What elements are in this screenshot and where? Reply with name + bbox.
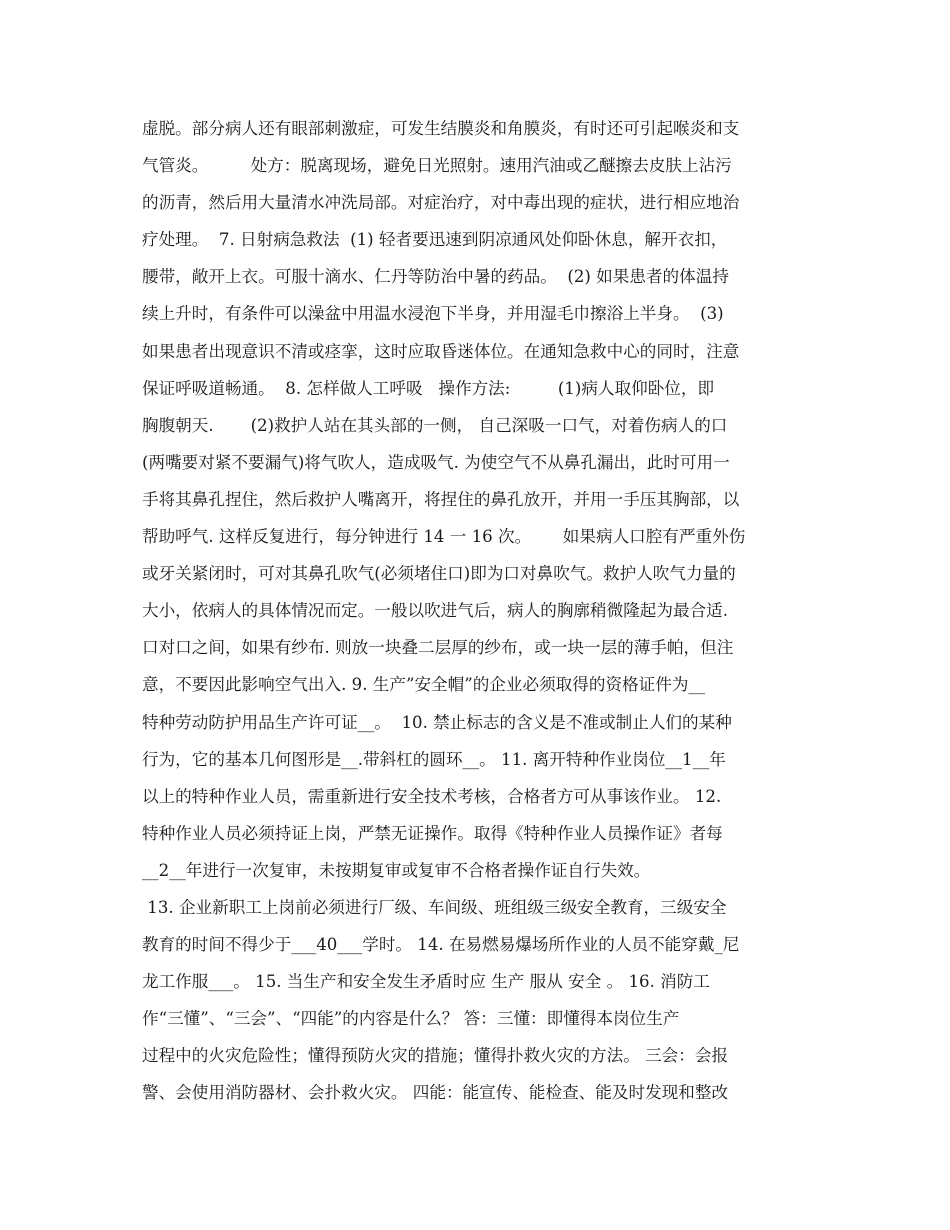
text-line: 手将其鼻孔捏住，然后救护人嘴离开，将捏住的鼻孔放开，并用一手压其胸部，以 [142, 489, 740, 509]
text-line: 腰带，敞开上衣。可服十滴水、仁丹等防治中暑的药品。 (2) 如果患者的体温持 [142, 267, 729, 287]
text-line: 意，不要因此影响空气出入. 9. 生产”安全帽”的企业必须取得的资格证件为__ [142, 675, 706, 695]
text-line: (两嘴要对紧不要漏气)将气吹人，造成吸气. 为使空气不从鼻孔漏出，此时可用一 [142, 452, 730, 472]
body-text [142, 110, 822, 1112]
text-line: 疗处理。 7. 日射病急救法 (1) 轻者要迅速到阴凉通风处仰卧休息，解开衣扣， [142, 230, 728, 250]
text-line: 的沥青，然后用大量清水冲洗局部。对症治疗，对中毒出现的症状，进行相应地治 [142, 193, 740, 213]
text-line: 如果患者出现意识不清或痉挛，这时应取昏迷体位。在通知急救中心的同时，注意 [142, 341, 740, 361]
text-line: 龙工作服___。 15. 当生产和安全发生矛盾时应 生产 服从 安全 。 16. 消防工 [142, 972, 710, 992]
text-line: 胸腹朝天. (2)救护人站在其头部的一侧， 自己深吸一口气，对着伤病人的口 [142, 415, 728, 435]
text-line: 保证呼吸道畅通。 8. 怎样做人工呼吸 操作方法: (1)病人取仰卧位，即 [142, 378, 715, 398]
text-line: 特种作业人员必须持证上岗，严禁无证操作。取得《特种作业人员操作证》者每 [142, 823, 723, 843]
text-line: 续上升时，有条件可以澡盆中用温水浸泡下半身，并用湿毛巾擦浴上半身。 (3) [142, 304, 724, 324]
text-line: __2__年进行一次复审，未按期复审或复审不合格者操作证自行失效。 [142, 860, 651, 880]
text-line: 气管炎。 处方：脱离现场，避免日光照射。速用汽油或乙醚擦去皮肤上沾污 [142, 156, 732, 176]
text-line: 帮助呼气. 这样反复进行，每分钟进行 14 一 16 次。 如果病人口腔有严重外伤 [142, 527, 746, 547]
text-line: 行为，它的基本几何图形是__.带斜杠的圆环__。 11. 离开特种作业岗位__1__年 [142, 749, 726, 769]
text-line: 过程中的火灾危险性；懂得预防火灾的措施；懂得扑救火灾的方法。 三会：会报 [142, 1046, 729, 1066]
text-line: 口对口之间，如果有纱布. 则放一块叠二层厚的纱布，或一块一层的薄手帕，但注 [142, 638, 734, 658]
text-line: 13. 企业新职工上岗前必须进行厂级、车间级、班组级三级安全教育，三级安全 [142, 897, 727, 917]
text-line: 作“三懂”、“三会”、“四能”的内容是什么？ 答：三懂：即懂得本岗位生产 [142, 1009, 680, 1029]
text-line: 教育的时间不得少于___40___学时。 14. 在易燃易爆场所作业的人员不能穿戴_尼 [142, 935, 740, 955]
text-line: 以上的特种作业人员，需重新进行安全技术考核，合格者方可从事该作业。 12. [142, 786, 722, 806]
text-line: 或牙关紧闭时，可对其鼻孔吹气(必须堵住口)即为口对鼻吹气。救护人吹气力量的 [142, 564, 736, 584]
text-line: 虚脱。部分病人还有眼部刺激症，可发生结膜炎和角膜炎，有时还可引起喉炎和支 [142, 119, 740, 138]
text-line: 特种劳动防护用品生产许可证__。 10. 禁止标志的含义是不准或制止人们的某种 [142, 712, 732, 732]
text-line: 大小，依病人的具体情况而定。一般以吹进气后，病人的胸廓稍微隆起为最合适. [142, 601, 729, 621]
text-line: 警、会使用消防器材、会扑救火灾。 四能：能宣传、能检查、能及时发现和整改 [142, 1083, 729, 1103]
